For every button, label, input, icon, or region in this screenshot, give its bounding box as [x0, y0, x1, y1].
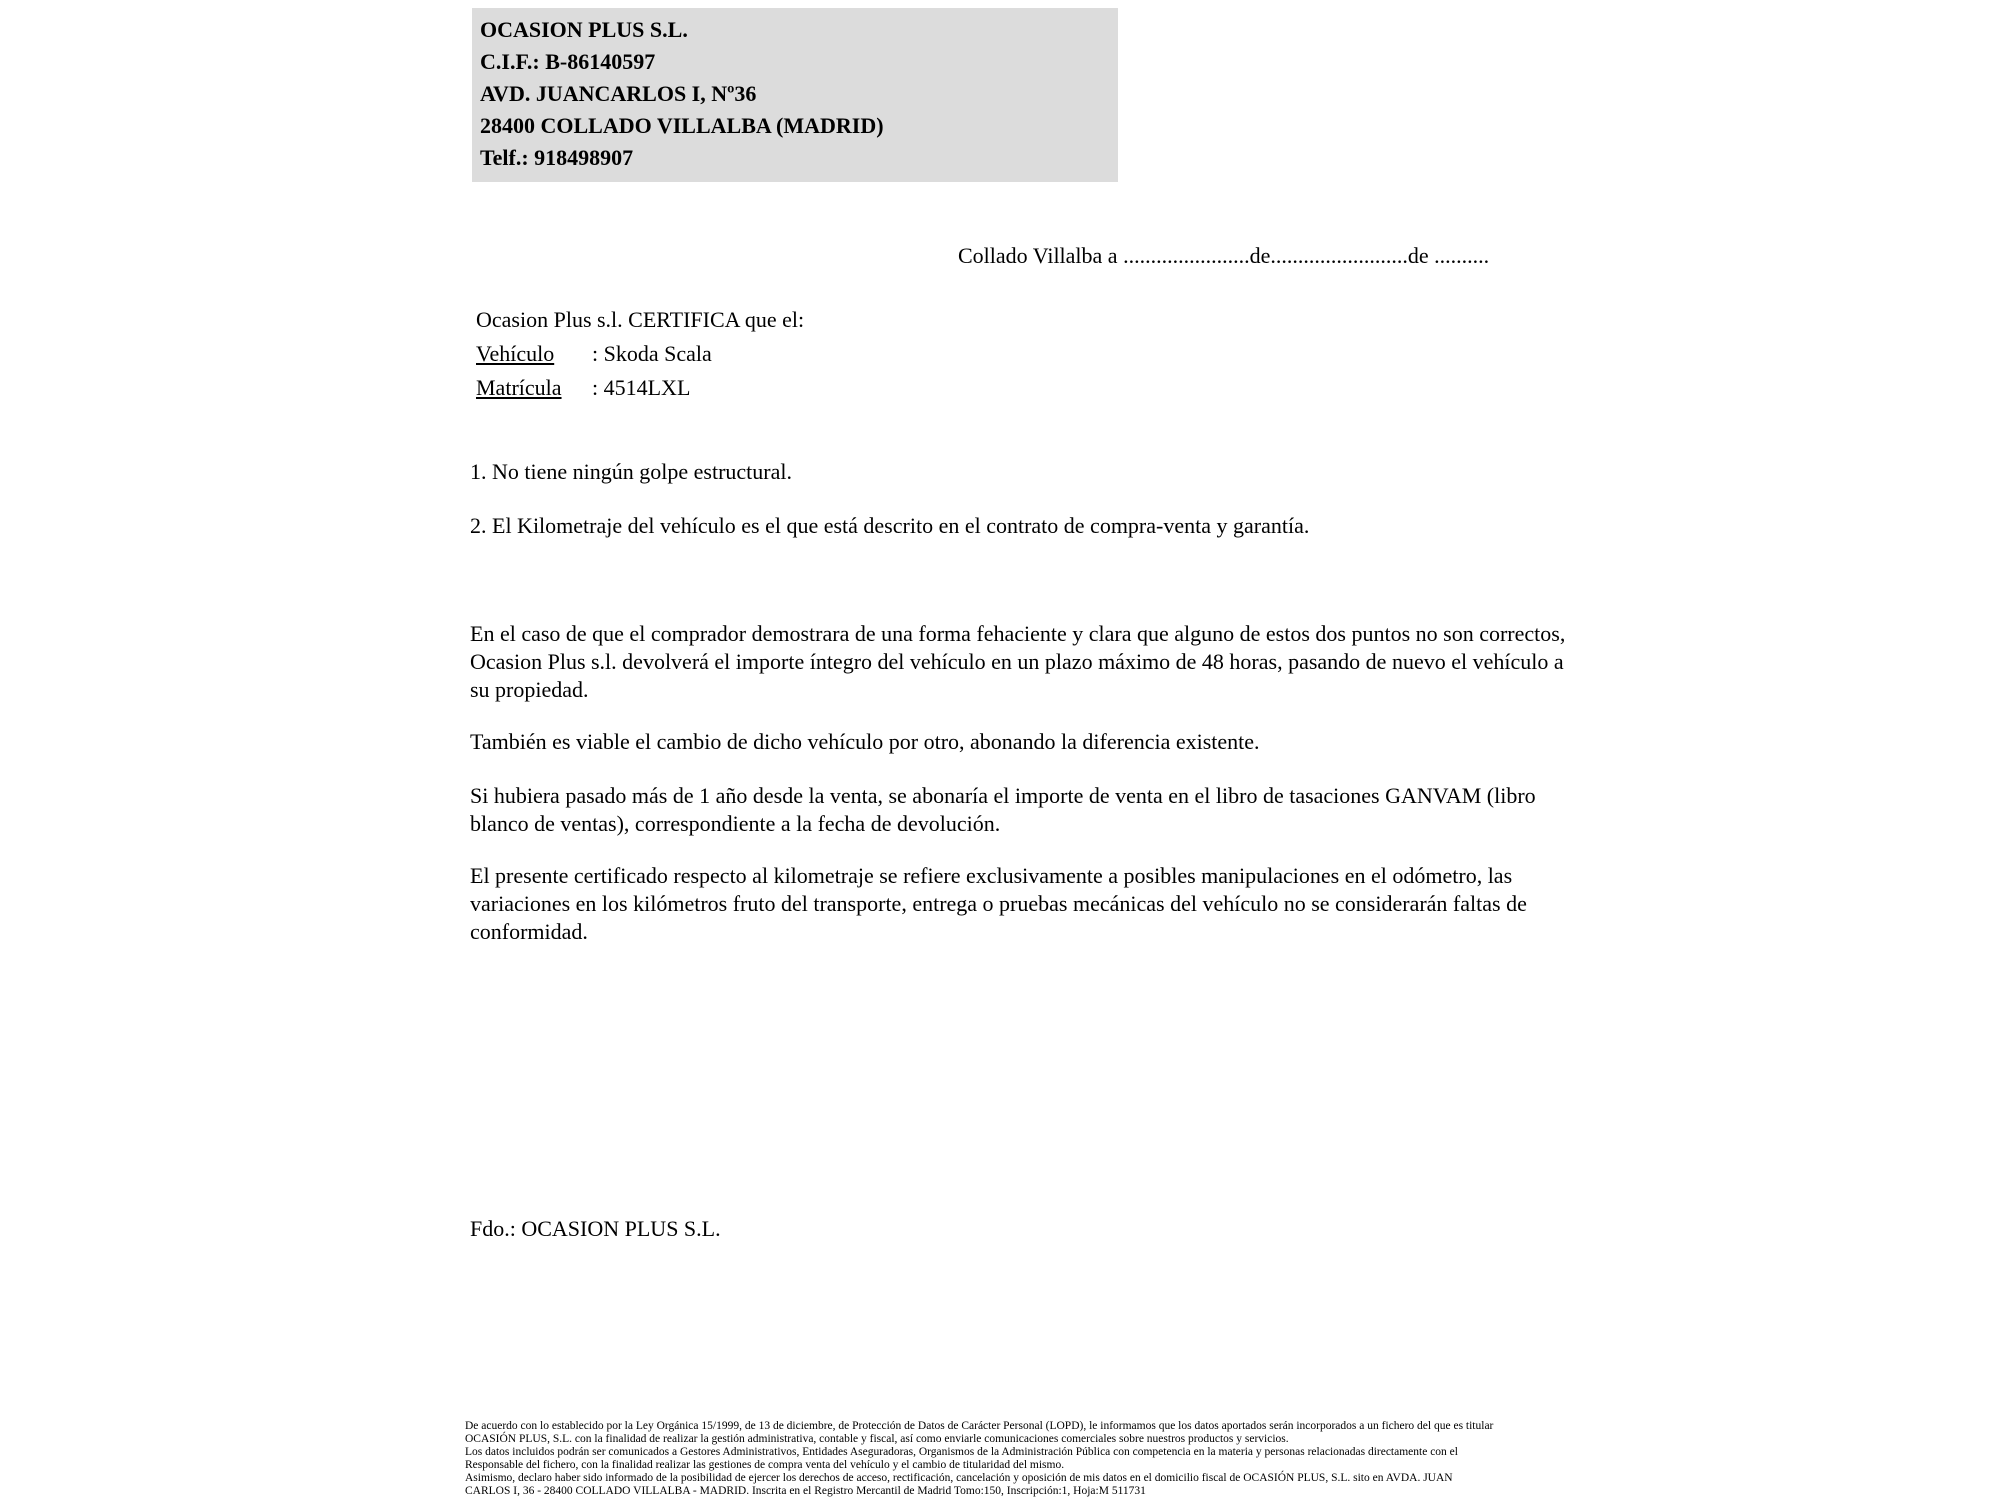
legal-footer-line: Responsable del fichero, con la finalidad realizar las gestiones de compra venta del vehículo y el cambio de titularidad del mismo.: [465, 1459, 1065, 1471]
letterhead-city: 28400 COLLADO VILLALBA (MADRID): [480, 113, 884, 138]
certify-block: [476, 303, 804, 405]
plate-value: : 4514LXL: [592, 375, 691, 400]
vehicle-label: Vehículo: [476, 341, 555, 366]
letterhead-phone: Telf.: 918498907: [480, 145, 634, 170]
paragraph-ganvam: Si hubiera pasado más de 1 año desde la venta, se abonaría el importe de venta en el libro de tasaciones GANVAM (libro blanco de ventas), correspondiente a la fecha de devolución.: [470, 783, 1536, 836]
plate-row: [476, 371, 804, 405]
signature-line: Fdo.: OCASION PLUS S.L.: [470, 1216, 721, 1241]
legal-footer-line: Los datos incluidos podrán ser comunicados a Gestores Administrativos, Entidades Aseguradoras, Organismos de la Administración Pública con competencia en la materia y personas relacionadas directamente con el: [465, 1446, 1458, 1458]
plate-label-cell: [476, 371, 592, 405]
legal-footer-line: OCASIÓN PLUS, S.L. con la finalidad de realizar la gestión administrativa, contable y fiscal, así como enviarle comunicaciones comerciales sobre nuestros productos y servicios.: [465, 1433, 1289, 1445]
letterhead-cif: C.I.F.: B-86140597: [480, 49, 656, 74]
paragraph-exchange: También es viable el cambio de dicho vehículo por otro, abonando la diferencia existente.: [470, 729, 1260, 754]
date-line: Collado Villalba a .......................de.........................de ..........: [958, 243, 1490, 268]
legal-footer: [465, 1420, 1565, 1498]
legal-footer-line: De acuerdo con lo establecido por la Ley Orgánica 15/1999, de 13 de diciembre, de Protección de Datos de Carácter Personal (LOPD), le informamos que los datos aportados serán incorporados a un fichero del que es titular: [465, 1420, 1494, 1432]
paragraph-refund: En el caso de que el comprador demostrara de una forma fehaciente y clara que alguno de estos dos puntos no son correctos, Ocasion Plus s.l. devolverá el importe íntegro del vehículo en un plazo máximo de 48 horas, pasando de nuevo el vehículo a su propiedad.: [470, 621, 1566, 702]
letterhead: [472, 8, 1118, 182]
paragraph-odometer: El presente certificado respecto al kilometraje se refiere exclusivamente a posibles manipulaciones en el odómetro, las variaciones en los kilómetros fruto del transporte, entrega o pruebas mecánicas del vehículo no se considerarán faltas de conformidad.: [470, 863, 1527, 944]
plate-label: Matrícula: [476, 375, 562, 400]
letterhead-company-name: OCASION PLUS S.L.: [480, 17, 688, 42]
vehicle-value: : Skoda Scala: [592, 341, 712, 366]
legal-footer-line: CARLOS I, 36 - 28400 COLLADO VILLALBA - MADRID. Inscrita en el Registro Mercantil de Madrid Tomo:150, Inscripción:1, Hoja:M 511731: [465, 1485, 1146, 1497]
point-2: 2. El Kilometraje del vehículo es el que está descrito en el contrato de compra-venta y garantía.: [470, 513, 1310, 538]
legal-footer-line: Asimismo, declaro haber sido informado de la posibilidad de ejercer los derechos de acceso, rectificación, cancelación y oposición de mis datos en el domicilio fiscal de OCASIÓN PLUS, S.L. sito en AVDA. JUAN: [465, 1472, 1453, 1484]
vehicle-row: [476, 337, 804, 371]
letterhead-address: AVD. JUANCARLOS I, Nº36: [480, 81, 757, 106]
certify-intro: Ocasion Plus s.l. CERTIFICA que el:: [476, 307, 805, 332]
vehicle-label-cell: [476, 337, 592, 371]
point-1: 1. No tiene ningún golpe estructural.: [470, 459, 792, 484]
